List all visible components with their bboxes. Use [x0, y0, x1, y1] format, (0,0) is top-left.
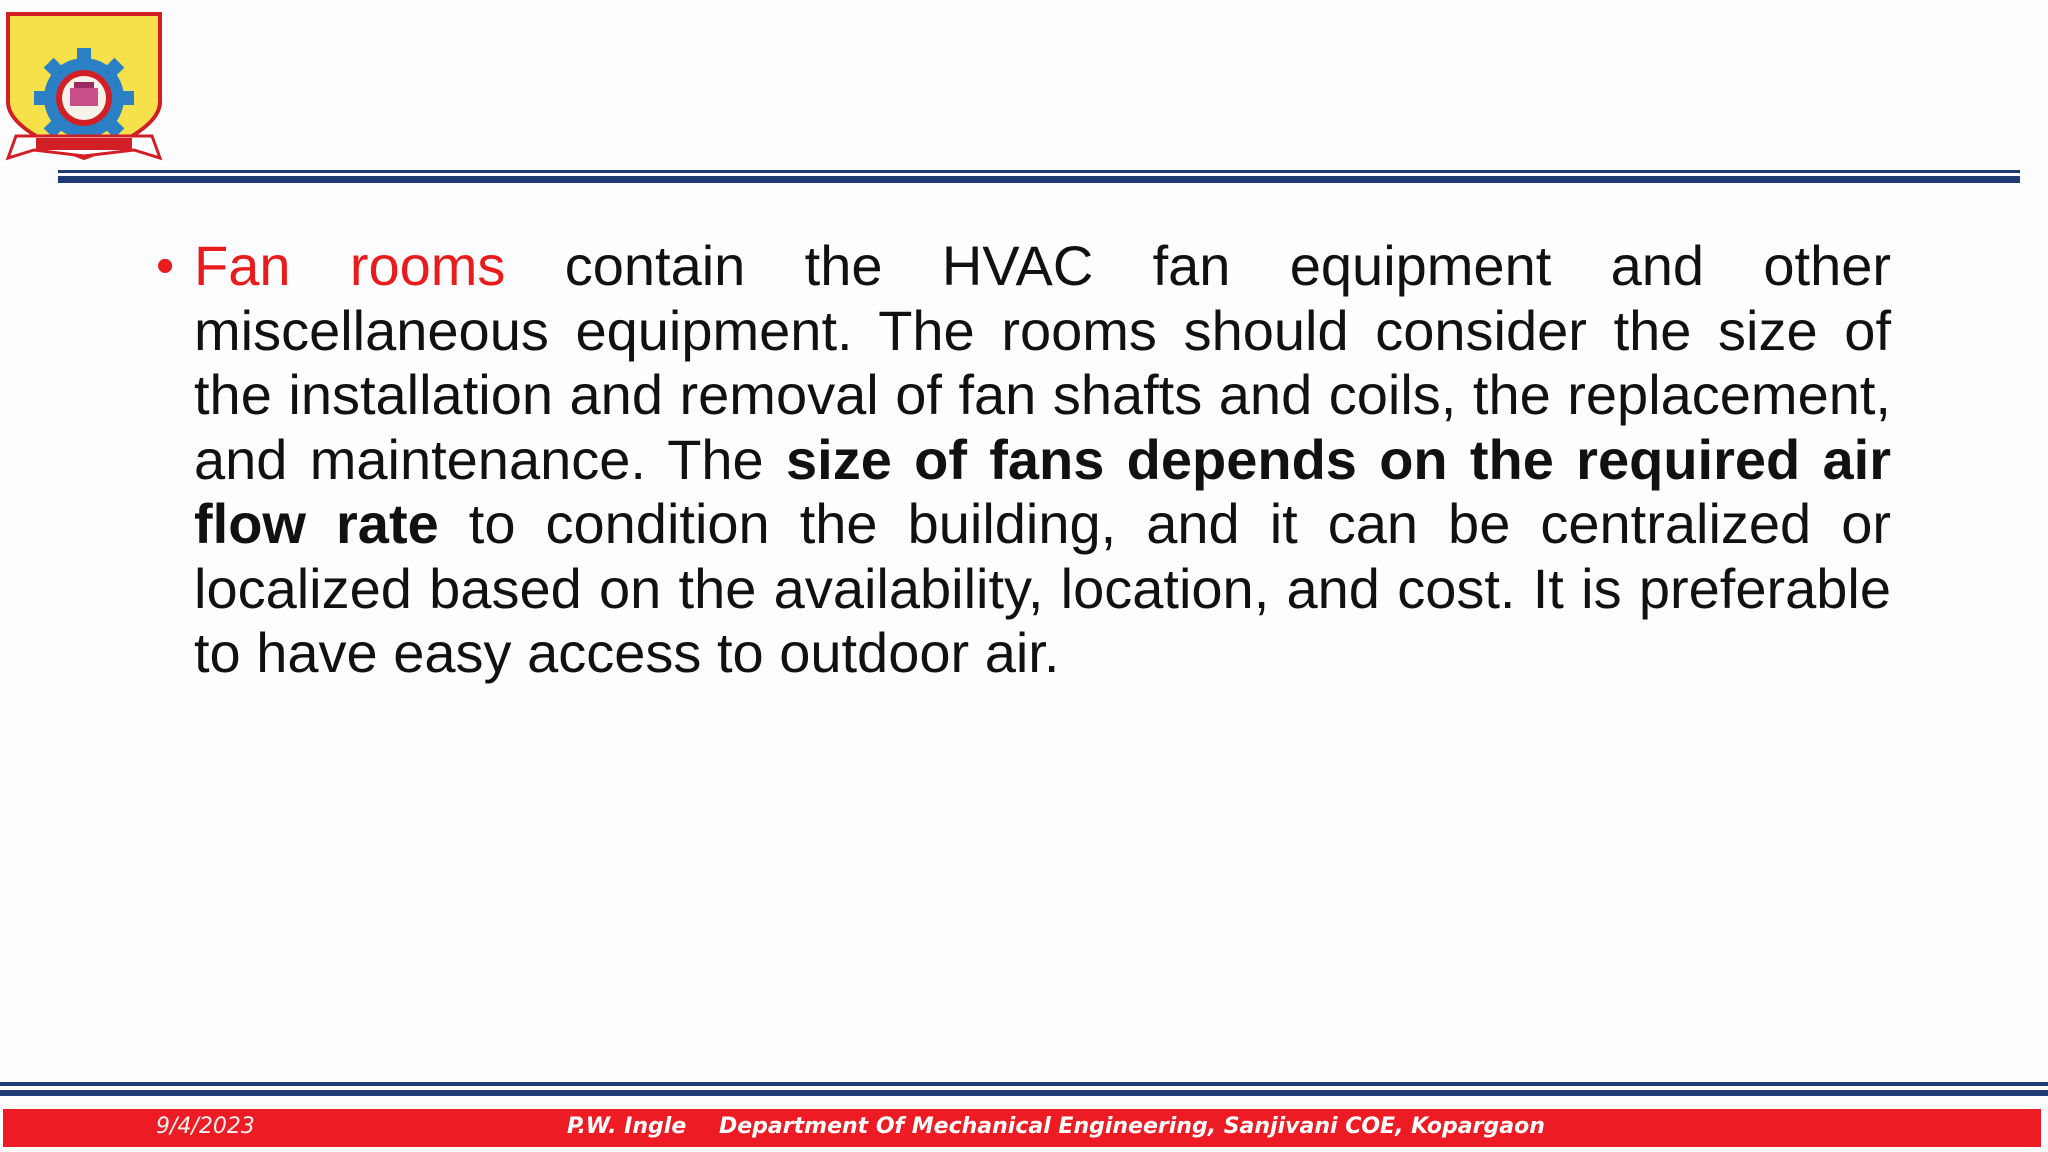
slide-content: [156, 234, 1891, 686]
footer-department: Department Of Mechanical Engineering, Sanjivani COE, Kopargaon: [719, 1114, 1545, 1139]
paragraph-text-2: to condition the building, and it can be centralized or localized based on the availability, location, and cost. It is preferable to have easy access to outdoor air.: [194, 492, 1892, 684]
bold-phrase: size of fans depends on the required air flow rate: [194, 427, 1892, 555]
footer-divider-thin: [0, 1082, 2048, 1086]
footer-date: 9/4/2023: [156, 1114, 255, 1139]
highlight-term: Fan rooms: [194, 234, 506, 297]
bullet-item: [156, 234, 1891, 686]
bullet-icon: •: [156, 237, 175, 295]
college-logo-emblem: [2, 10, 166, 168]
paragraph-text-1: contain the HVAC fan equipment and other miscellaneous equipment. The rooms should consider the size of the installation and removal of fan shafts and coils, the replacement, and maintenance. The: [194, 234, 1892, 491]
header-divider-thick: [58, 176, 2020, 183]
footer-author: P.W. Ingle: [567, 1114, 687, 1139]
footer-divider-thick: [0, 1090, 2048, 1096]
bullet-paragraph: [194, 234, 1891, 686]
header-divider-thin: [58, 170, 2020, 173]
college-logo: [2, 10, 166, 168]
